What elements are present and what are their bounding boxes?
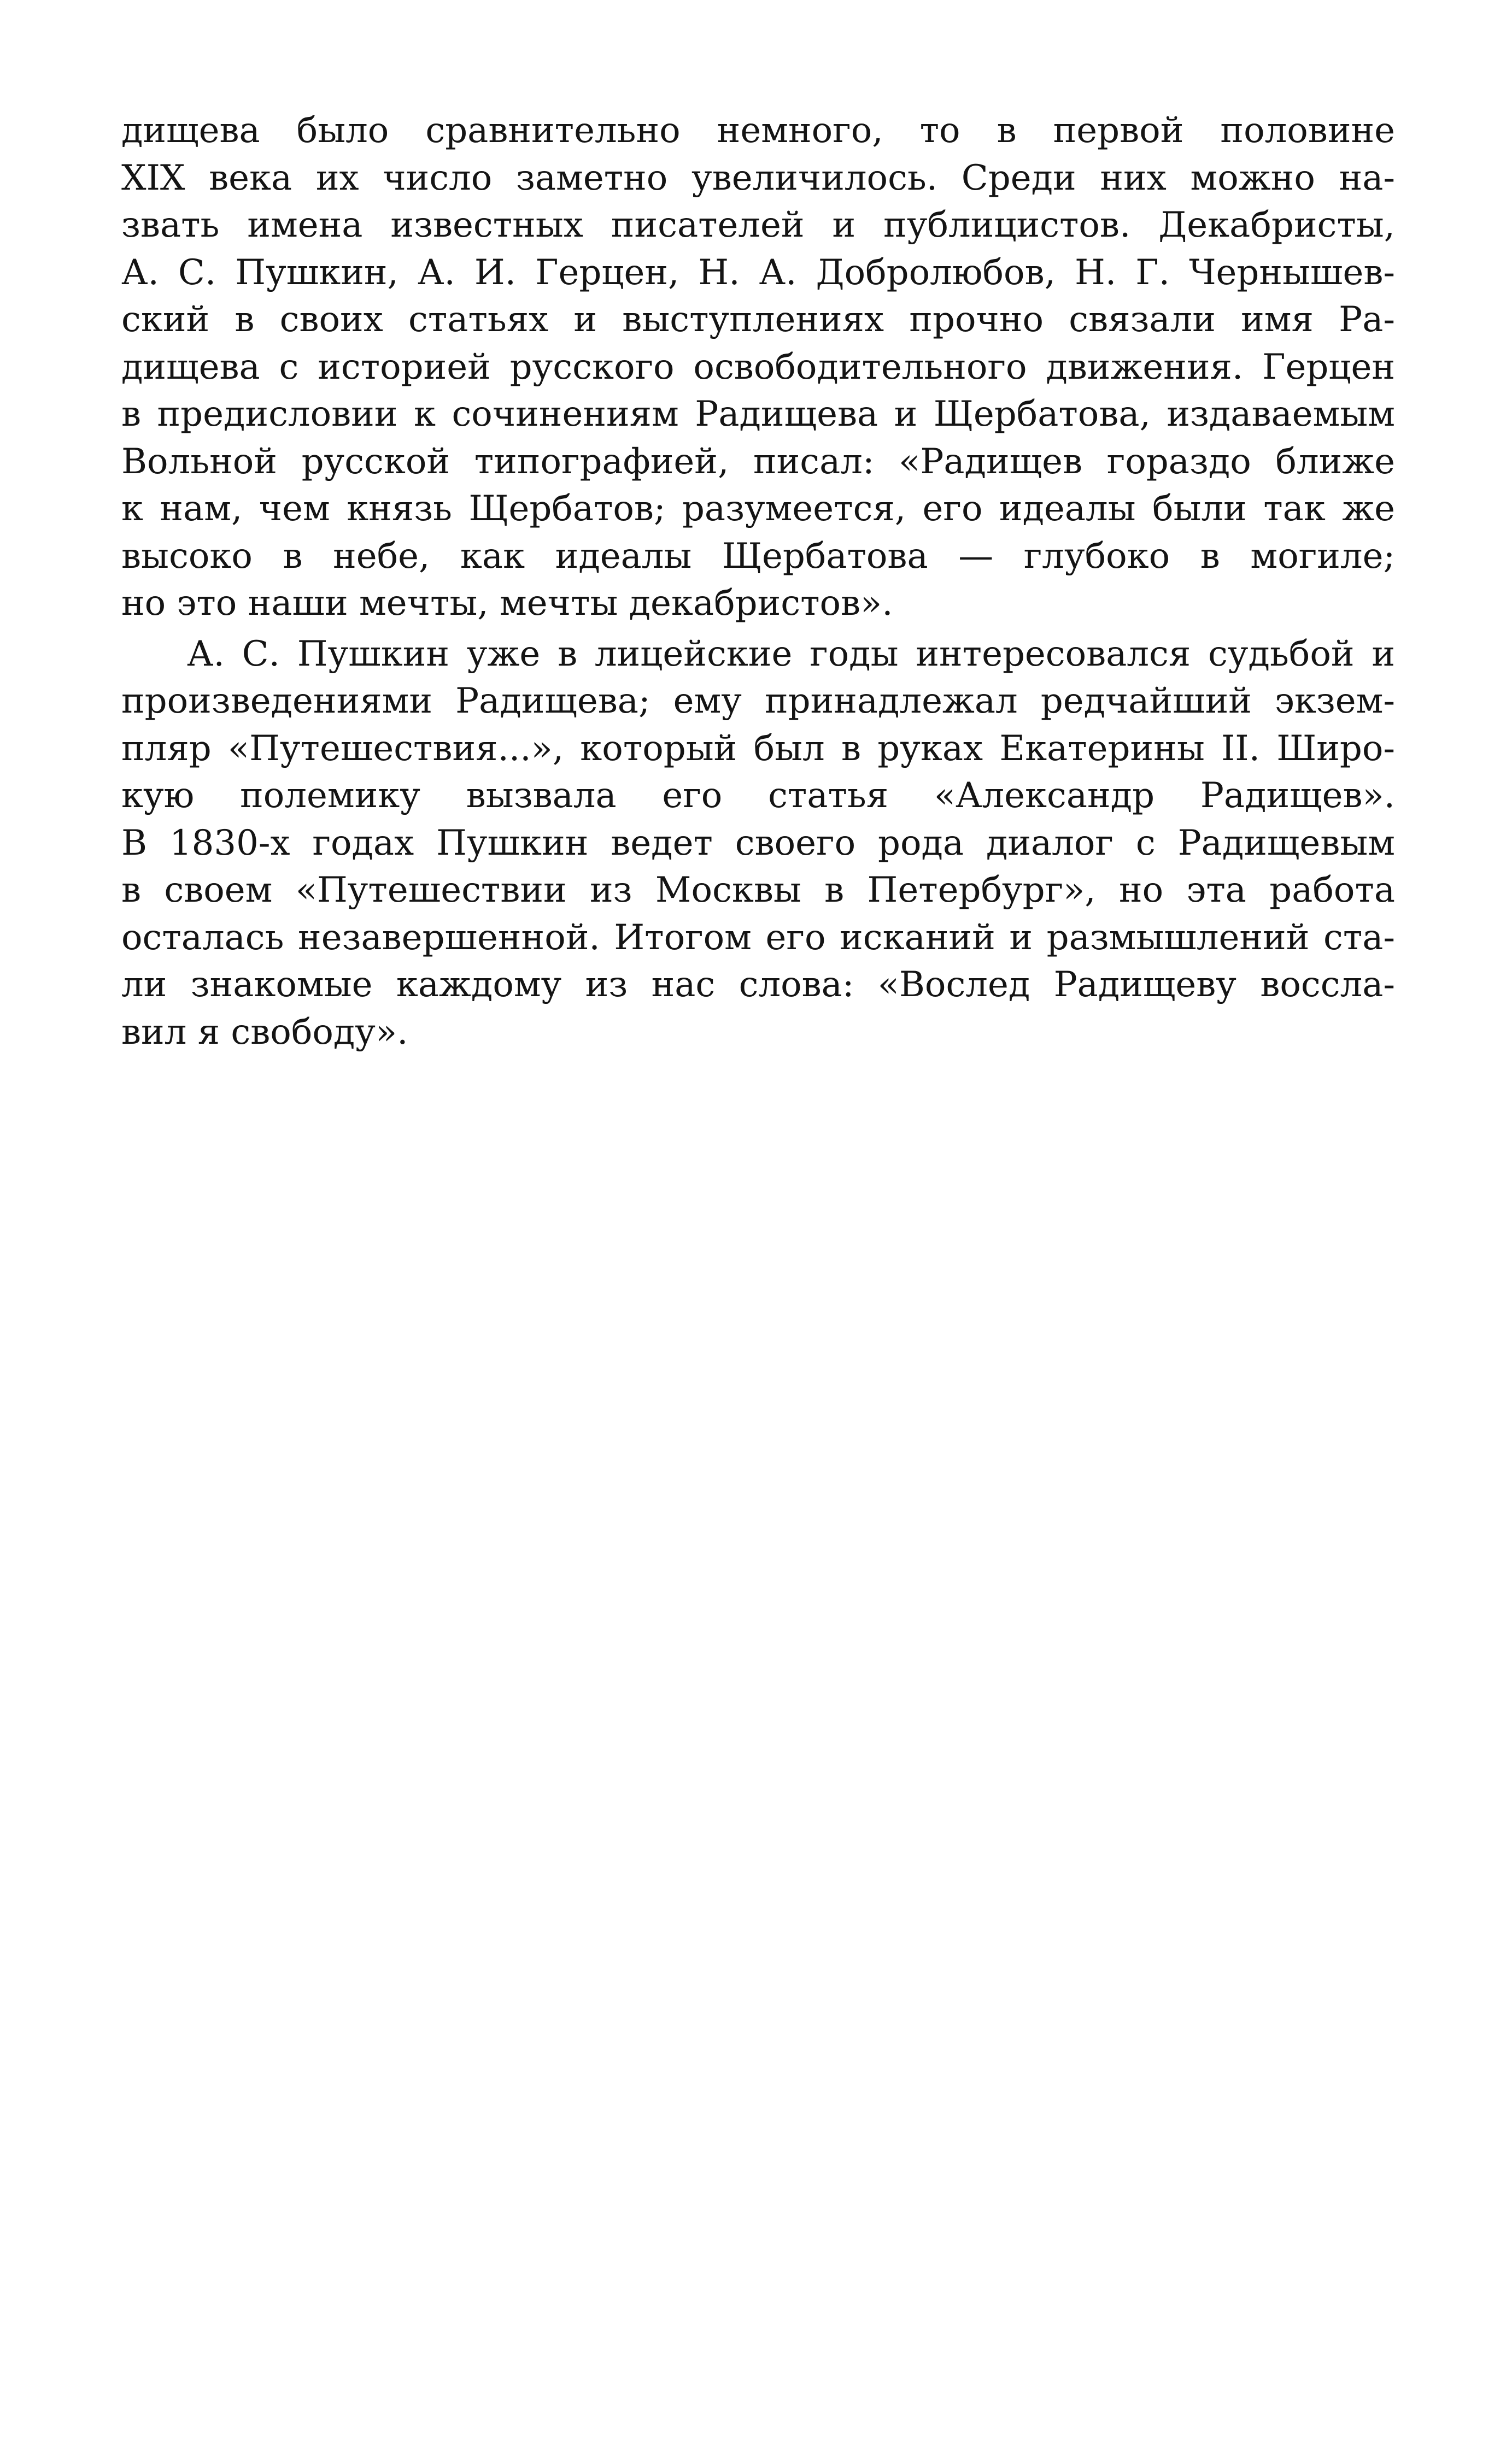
text-line: к нам, чем князь Щербатов; разумеется, его идеалы были так же <box>121 489 1395 529</box>
text-line: кую полемику вызвала его статья «Александр Радищев». <box>121 775 1395 816</box>
text-line: произведениями Радищева; ему принадлежал редчайший экзем- <box>121 681 1395 721</box>
text-line: в предисловии к сочинениям Радищева и Щербатова, издаваемым <box>121 394 1395 434</box>
text-line: пляр «Путешествия...», который был в руках Екатерины II. Широ- <box>121 728 1395 769</box>
text-line: ли знакомые каждому из нас слова: «Вослед Радищеву восcла- <box>121 965 1395 1005</box>
text-line: в своем «Путешествии из Москвы в Петербург», но эта работа <box>121 870 1395 910</box>
text-line: дищева с историей русского освободительного движения. Герцен <box>121 346 1395 387</box>
text-line: Вольной русской типографией, писал: «Радищев гораздо ближе <box>121 441 1395 482</box>
text-line: вил я свободу». <box>121 1012 408 1052</box>
text-line: дищева было сравнительно немного, то в первой половине <box>121 110 1395 151</box>
paragraph-2 <box>121 631 1395 1056</box>
text-line: А. С. Пушкин уже в лицейские годы интересовался судьбой и <box>187 633 1395 674</box>
text-line: звать имена известных писателей и публицистов. Декабристы, <box>121 205 1395 245</box>
text-line: XIX века их число заметно увеличилось. Среди них можно на- <box>121 157 1395 198</box>
text-line: осталась незавершенной. Итогом его исканий и размышлений ста- <box>121 917 1395 958</box>
text-line: но это наши мечты, мечты декабристов». <box>121 583 893 624</box>
text-line: А. С. Пушкин, А. И. Герцен, Н. А. Добролюбов, Н. Г. Чернышев- <box>121 252 1395 293</box>
text-line: В 1830-х годах Пушкин ведет своего рода диалог с Радищевым <box>121 822 1395 863</box>
text-line: ский в своих статьях и выступлениях прочно связали имя Ра- <box>121 299 1395 340</box>
paragraph-1 <box>121 107 1395 627</box>
text-line: высоко в небе, как идеалы Щербатова — глубоко в могиле; <box>121 536 1395 577</box>
body-text <box>121 107 1395 1056</box>
